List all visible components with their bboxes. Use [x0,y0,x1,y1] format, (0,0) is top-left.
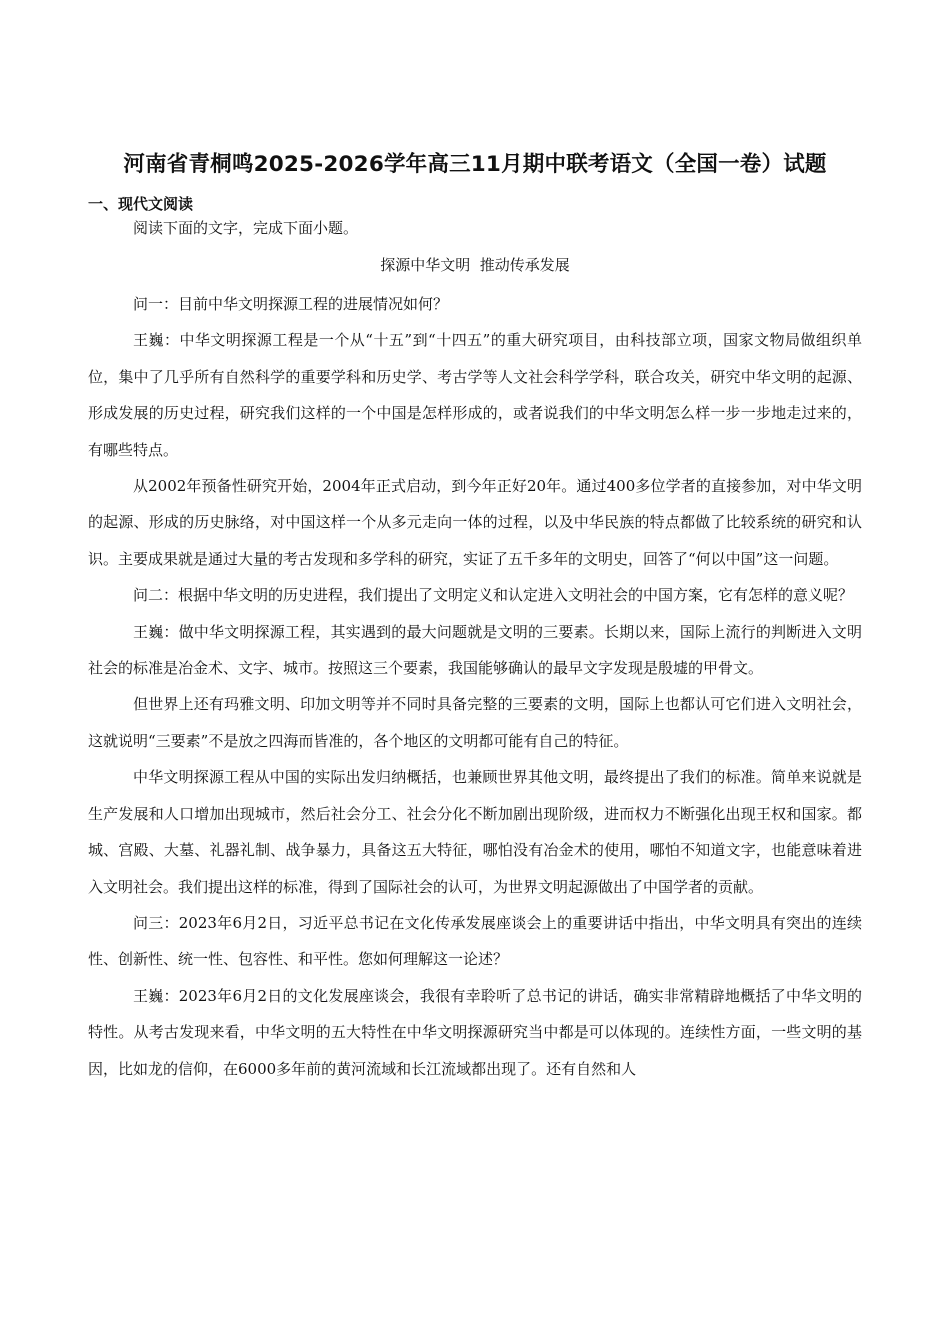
paragraph-question-3: 问三：2023年6月2日，习近平总书记在文化传承发展座谈会上的重要讲话中指出，中华文明具有突出的连续性、创新性、统一性、包容性、和平性。您如何理解这一论述？ [88,913,862,969]
article-body [88,286,862,1087]
paragraph-question-2: 问二：根据中华文明的历史进程，我们提出了文明定义和认定进入文明社会的中国方案，它有怎样的意义呢？ [133,586,854,605]
paragraph-answer-1: 王巍：中华文明探源工程是一个从“十五”到“十四五”的重大研究项目，由科技部立项，国家文物局做组织单位，集中了几乎所有自然科学的重要学科和历史学、考古学等人文社会科学学科，联合攻关，研究中华文明的起源、形成发展的历史过程，研究我们这样的一个中国是怎样形成的，或者说我们的中华文明怎么样一步一步地走过来的，有哪些特点。 [88,331,862,459]
paragraph-answer-1-cont: 从2002年预备性研究开始，2004年正式启动，到今年正好20年。通过400多位学者的直接参加，对中华文明的起源、形成的历史脉络，对中国这样一个从多元走向一体的过程，以及中华民族的特点都做了比较系统的研究和认识。主要成果就是通过大量的考古发现和多学科的研究，实证了五千多年的文明史，回答了“何以中国”这一问题。 [88,477,862,568]
paragraph-answer-3: 王巍：2023年6月2日的文化发展座谈会，我很有幸聆听了总书记的讲话，确实非常精辟地概括了中华文明的特性。从考古发现来看，中华文明的五大特性在中华文明探源研究当中都是可以体现的。连续性方面，一些文明的基因，比如龙的信仰，在6000多年前的黄河流域和长江流域都出现了。还有自然和人 [88,986,862,1078]
paragraph-answer-2-standard: 中华文明探源工程从中国的实际出发归纳概括，也兼顾世界其他文明，最终提出了我们的标准。简单来说就是生产发展和人口增加出现城市，然后社会分工、社会分化不断加剧出现阶级，进而权力不断强化出现王权和国家。都城、宫殿、大墓、礼器礼制、战争暴力，具备这五大特征，哪怕没有冶金术的使用，哪怕不知道文字，也能意味着进入文明社会。我们提出这样的标准，得到了国际社会的认可，为世界文明起源做出了中国学者的贡献。 [88,768,862,896]
document-title: 河南省青桐鸣2025-2026学年高三11月期中联考语文（全国一卷）试题 [123,152,827,177]
paragraph-answer-2-cont: 但世界上还有玛雅文明、印加文明等并不同时具备完整的三要素的文明，国际上也都认可它们进入文明社会，这就说明“三要素”不是放之四海而皆准的，各个地区的文明都可能有自己的特征。 [88,695,862,750]
section-heading: 一、现代文阅读 [88,195,194,213]
article-title: 探源中华文明 推动传承发展 [380,256,570,274]
instruction-text: 阅读下面的文字，完成下面小题。 [133,219,359,237]
paragraph-answer-2: 王巍：做中华文明探源工程，其实遇到的最大问题就是文明的三要素。长期以来，国际上流行的判断进入文明社会的标准是冶金术、文字、城市。按照这三个要素，我国能够确认的最早文字发现是殷墟的甲骨文。 [88,622,862,678]
paragraph-question-1: 问一：目前中华文明探源工程的进展情况如何？ [133,295,449,313]
